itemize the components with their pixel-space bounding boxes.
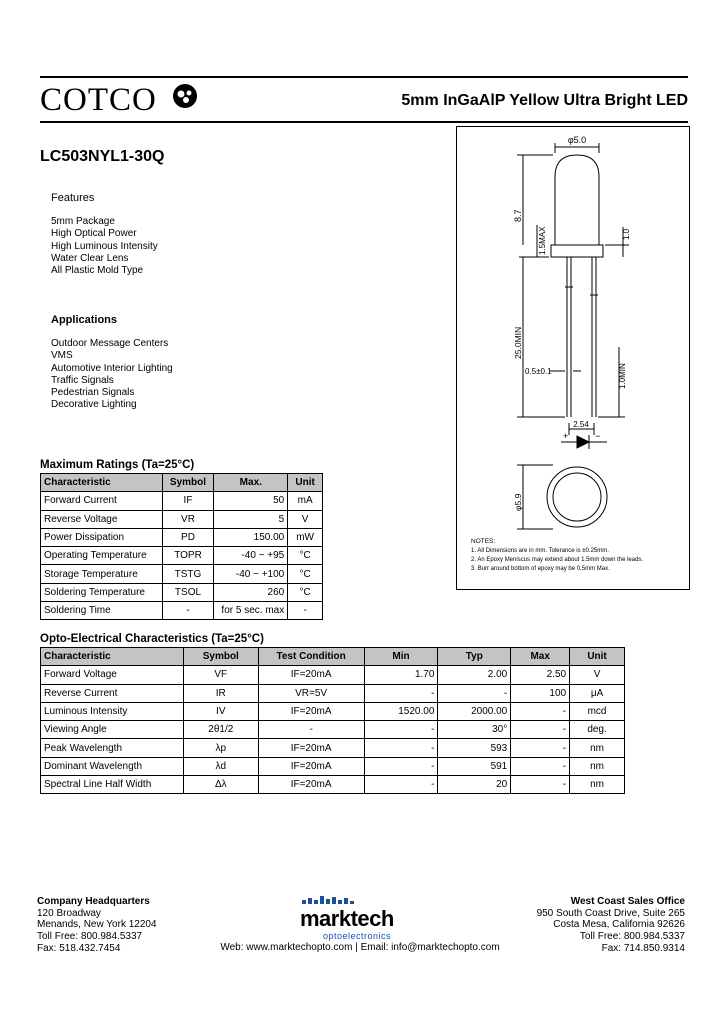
header-rule [40,121,688,123]
col-header: Characteristic [41,648,184,666]
table-row [41,492,323,510]
table-row [41,757,625,775]
part-number: LC503NYL1-30Q [40,148,165,165]
cell: 50 [214,492,288,510]
table-row [41,528,323,546]
cell: Forward Current [41,492,163,510]
cell: 2000.00 [438,702,511,720]
cell: - [364,739,438,757]
opto-table [40,647,625,794]
list-item: Outdoor Message Centers [51,338,169,349]
table-row [41,702,625,720]
table-header-row [41,474,323,492]
address-line: Costa Mesa, California 92626 [553,919,685,931]
col-header: Unit [288,474,323,492]
table-row [41,602,323,620]
document-title: 5mm InGaAlP Yellow Ultra Bright LED [401,92,688,109]
cell: VF [183,666,258,684]
cell: nm [570,757,625,775]
dim-pitch: 2.54 [573,420,589,429]
cell: nm [570,739,625,757]
cell: - [511,739,570,757]
cell: mcd [570,702,625,720]
cell: Operating Temperature [41,547,163,565]
list-item: Traffic Signals [51,374,114,386]
max-ratings-title: Maximum Ratings (Ta=25°C) [40,459,195,471]
cell: -40 ~ +100 [214,565,288,583]
note-1: 1. All Dimensions are in mm. Tolerance is ±0.25mm. [471,548,609,554]
cell: IF=20mA [258,739,364,757]
list-item: Automotive Interior Lighting [51,362,173,374]
cell: λp [183,739,258,757]
cell: Soldering Temperature [41,583,163,601]
cell: Peak Wavelength [41,739,184,757]
cell: - [162,602,214,620]
list-item: High Luminous Intensity [51,240,158,252]
marktech-tagline: optoelectronics [323,931,392,941]
cell: V [288,510,323,528]
dim-lead-length: 25.0MIN [513,326,523,359]
dim-lead: 0.5±0.1 [525,367,552,376]
cell: PD [162,528,214,546]
table-row [41,739,625,757]
features-heading: Features [51,192,95,204]
cell: - [511,702,570,720]
list-item: VMS [51,350,73,362]
cell: - [511,721,570,739]
col-header: Symbol [162,474,214,492]
cell: IF [162,492,214,510]
note-3: 3. Burr around bottom of epoxy may be 0.5mm Max. [471,566,610,572]
table-row [41,684,625,702]
cell: Reverse Voltage [41,510,163,528]
cell: Spectral Line Half Width [41,776,184,794]
cell: °C [288,565,323,583]
table-row [41,547,323,565]
cell: - [511,757,570,775]
table-row [41,583,323,601]
opto-title: Opto-Electrical Characteristics (Ta=25°C) [40,633,264,645]
cell: Δλ [183,776,258,794]
col-header: Unit [570,648,625,666]
led-outline-drawing [457,127,689,589]
cell: 260 [214,583,288,601]
cathode-symbol: − [595,431,601,441]
cell: V [570,666,625,684]
cell: 2.50 [511,666,570,684]
cell: - [511,776,570,794]
col-header: Typ [438,648,511,666]
cell: Dominant Wavelength [41,757,184,775]
cell: Luminous Intensity [41,702,184,720]
max-ratings-table [40,473,323,620]
cell: IF=20mA [258,776,364,794]
col-header: Symbol [183,648,258,666]
cell: IV [183,702,258,720]
cell: 1.70 [364,666,438,684]
cell: nm [570,776,625,794]
marktech-logo: marktech [300,906,394,931]
cell: Power Dissipation [41,528,163,546]
cell: 2.00 [438,666,511,684]
list-item: Water Clear Lens [51,252,129,264]
col-header: Max [511,648,570,666]
web-email-line[interactable]: Web: www.marktechopto.com | Email: info@marktechopto.com [220,942,500,953]
cotco-logo-icon [172,83,198,109]
west-coast-heading: West Coast Sales Office [570,896,685,907]
cell: 20 [438,776,511,794]
cell: - [364,684,438,702]
dim-height: 8.7 [513,209,523,222]
table-header-row [41,648,625,666]
cell: - [364,757,438,775]
cell: TSOL [162,583,214,601]
fax-line: Fax: 518.432.7454 [37,942,121,954]
address-line: 950 South Coast Drive, Suite 265 [536,907,685,919]
phone-line: Toll Free: 800.984.5337 [579,931,685,943]
cell: - [438,684,511,702]
cell: Forward Voltage [41,666,184,684]
cell: Soldering Time [41,602,163,620]
address-line: 120 Broadway [37,907,101,919]
table-row [41,565,323,583]
applications-list [51,338,173,412]
cell: for 5 sec. max [214,602,288,620]
cell: TOPR [162,547,214,565]
cell: 593 [438,739,511,757]
cell: IF=20mA [258,757,364,775]
list-item: Pedestrian Signals [51,387,135,399]
cell: μA [570,684,625,702]
anode-symbol: + [563,431,569,441]
cell: -40 ~ +95 [214,547,288,565]
cell: - [364,776,438,794]
cell: TSTG [162,565,214,583]
table-row [41,721,625,739]
top-rule [40,76,688,78]
cell: λd [183,757,258,775]
list-item: All Plastic Mold Type [51,265,144,277]
address-line: Menands, New York 12204 [37,919,157,931]
fax-line: Fax: 714.850.9314 [601,942,685,954]
cell: IF=20mA [258,702,364,720]
dim-lead-min: 1.0MIN [618,363,627,389]
cell: deg. [570,721,625,739]
cell: VR [162,510,214,528]
dim-flange: 1.0 [622,228,631,240]
features-list [51,216,158,277]
dim-diameter: φ5.0 [567,135,587,145]
phone-line: Toll Free: 800.984.5337 [37,931,143,943]
cell: 1520.00 [364,702,438,720]
cell: IF=20mA [258,666,364,684]
mechanical-drawing [456,126,690,590]
table-row [41,776,625,794]
table-row [41,510,323,528]
cell: 5 [214,510,288,528]
cell: - [288,602,323,620]
cell: Viewing Angle [41,721,184,739]
cell: mW [288,528,323,546]
notes-heading: NOTES: [471,538,496,545]
cell: °C [288,583,323,601]
cell: - [364,721,438,739]
cell: 30° [438,721,511,739]
applications-heading: Applications [51,314,118,326]
col-header: Max. [214,474,288,492]
list-item: Decorative Lighting [51,399,137,411]
cotco-logo: COTCO [40,82,157,118]
note-2: 2. An Epoxy Meniscus may extend about 1.5mm down the leads. [471,557,644,563]
cell: Storage Temperature [41,565,163,583]
cell: mA [288,492,323,510]
dim-flange-max: 1.5MAX [538,226,547,255]
col-header: Characteristic [41,474,163,492]
cell: °C [288,547,323,565]
cell: VR=5V [258,684,364,702]
cell: 150.00 [214,528,288,546]
dim-base: φ5.9 [513,493,523,511]
list-item: 5mm Package [51,216,115,227]
table-row [41,666,625,684]
cell: - [258,721,364,739]
cell: IR [183,684,258,702]
headquarters-heading: Company Headquarters [37,896,150,907]
cell: 2θ1/2 [183,721,258,739]
col-header: Test Condition [258,648,364,666]
cell: 100 [511,684,570,702]
cell: 591 [438,757,511,775]
cell: Reverse Current [41,684,184,702]
col-header: Min [364,648,438,666]
marktech-dots-icon [300,896,424,906]
list-item: High Optical Power [51,228,137,240]
